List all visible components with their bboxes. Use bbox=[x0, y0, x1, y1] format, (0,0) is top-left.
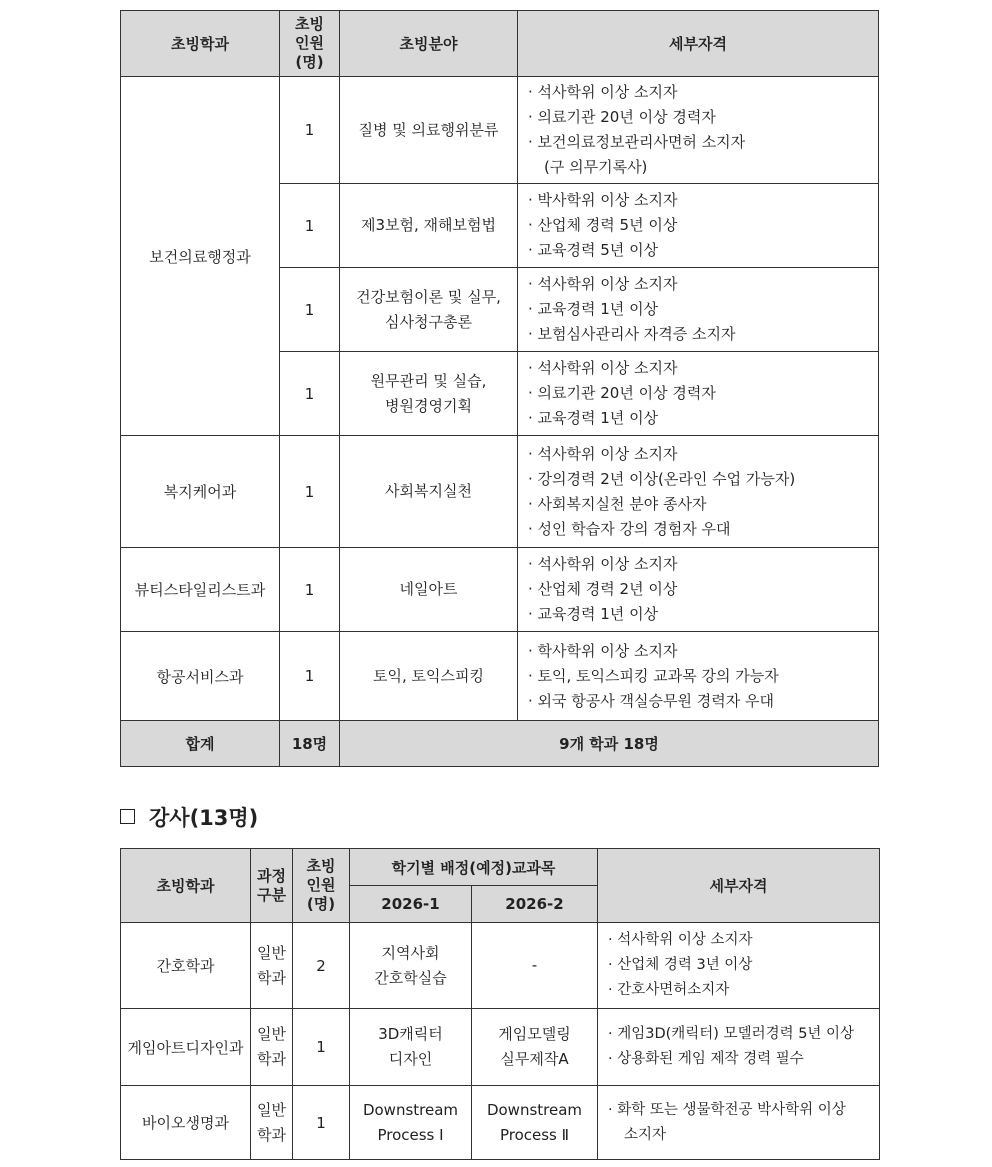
field-line: 병원경영기획 bbox=[385, 396, 472, 415]
header-row bbox=[121, 11, 879, 77]
header-label: 초빙 bbox=[295, 15, 324, 33]
field-cell bbox=[340, 352, 518, 436]
qualification-line: · 성인 학습자 강의 경험자 우대 bbox=[528, 519, 731, 538]
qualification-line: · 의료기관 20년 이상 경력자 bbox=[528, 384, 716, 402]
count-cell: 1 bbox=[293, 1009, 350, 1086]
qualification-line: · 석사학위 이상 소지자 bbox=[528, 555, 678, 573]
semester2-subject-cell bbox=[472, 1009, 598, 1086]
count-cell: 1 bbox=[280, 436, 340, 548]
dept-cell: 바이오생명과 bbox=[121, 1086, 251, 1160]
qualification-line: · 상용화된 게임 제작 경력 필수 bbox=[608, 1051, 804, 1067]
qualification-line: · 화학 또는 생물학전공 박사학위 이상 bbox=[608, 1101, 846, 1118]
field-line: 건강보험이론 및 실무, bbox=[356, 287, 501, 306]
field-cell bbox=[340, 77, 518, 184]
header-cell bbox=[251, 849, 293, 923]
header-cell: 초빙학과 bbox=[121, 11, 280, 77]
qualification-line: (구 의무기록사) bbox=[544, 158, 648, 176]
qualification-line: · 보험심사관리사 자격증 소지자 bbox=[528, 325, 736, 343]
qualification-line: · 교육경력 5년 이상 bbox=[528, 241, 659, 259]
course-cell bbox=[251, 1009, 293, 1086]
header-label: (명) bbox=[295, 53, 324, 71]
qualification-cell bbox=[518, 184, 879, 268]
field-cell bbox=[340, 268, 518, 352]
field-line: 질병 및 의료행위분류 bbox=[358, 120, 499, 139]
course-line: 일반 bbox=[257, 943, 286, 962]
header-cell: 초빙학과 bbox=[121, 849, 251, 923]
header-row bbox=[121, 849, 880, 886]
qualification-line: · 산업체 경력 3년 이상 bbox=[608, 957, 753, 973]
count-cell: 1 bbox=[280, 77, 340, 184]
qualification-line: · 토익, 토익스피킹 교과목 강의 가능자 bbox=[528, 666, 779, 685]
header-label: 인원 bbox=[306, 876, 336, 894]
qualification-line: · 학사학위 이상 소지자 bbox=[528, 641, 678, 660]
qualification-line: · 강의경력 2년 이상(온라인 수업 가능자) bbox=[528, 469, 796, 488]
field-line: 사회복지실천 bbox=[385, 482, 472, 500]
course-cell bbox=[251, 923, 293, 1009]
header-cell: 세부자격 bbox=[598, 849, 880, 923]
semester2-subject-cell bbox=[472, 1086, 598, 1160]
subject-line: Process Ⅰ bbox=[377, 1125, 444, 1144]
qualification-line: · 교육경력 1년 이상 bbox=[528, 300, 659, 318]
header-label: 과정 bbox=[257, 866, 286, 885]
qualification-line: · 박사학위 이상 소지자 bbox=[528, 191, 678, 209]
field-cell bbox=[340, 436, 518, 548]
subject-line: 실무제작A bbox=[500, 1050, 569, 1068]
qualification-line: 소지자 bbox=[624, 1126, 667, 1143]
checkbox-square-icon bbox=[120, 809, 135, 824]
total-label: 합계 bbox=[121, 721, 280, 767]
subject-line: Downstream bbox=[486, 1100, 583, 1119]
dept-cell: 뷰티스타일리스트과 bbox=[121, 548, 280, 632]
subject-line: 게임모델링 bbox=[498, 1025, 571, 1043]
semester1-subject-cell bbox=[350, 1086, 472, 1160]
qualification-line: · 석사학위 이상 소지자 bbox=[528, 275, 678, 293]
qualification-cell bbox=[518, 77, 879, 184]
semester2-subject-cell bbox=[472, 923, 598, 1009]
course-line: 학과 bbox=[257, 1125, 286, 1144]
count-cell: 1 bbox=[280, 548, 340, 632]
total-count: 18명 bbox=[280, 721, 340, 767]
header-cell: 초빙분야 bbox=[340, 11, 518, 77]
field-line: 심사청구총론 bbox=[385, 312, 472, 331]
header-cell: 2026-2 bbox=[472, 886, 598, 923]
course-line: 학과 bbox=[257, 968, 286, 987]
field-line: 토익, 토익스피킹 bbox=[373, 666, 484, 685]
field-cell bbox=[340, 548, 518, 632]
subject-line: - bbox=[531, 956, 538, 974]
qualification-line: · 석사학위 이상 소지자 bbox=[608, 932, 753, 948]
qualification-line: · 산업체 경력 5년 이상 bbox=[528, 216, 678, 234]
header-label: 인원 bbox=[295, 34, 324, 52]
header-cell: 세부자격 bbox=[518, 11, 879, 77]
course-line: 학과 bbox=[257, 1050, 286, 1068]
subject-line: Downstream bbox=[362, 1100, 459, 1119]
total-summary: 9개 학과 18명 bbox=[340, 721, 879, 767]
count-cell: 1 bbox=[293, 1086, 350, 1160]
qualification-line: · 의료기관 20년 이상 경력자 bbox=[528, 108, 716, 126]
dept-cell: 복지케어과 bbox=[121, 436, 280, 548]
qualification-cell bbox=[598, 1086, 880, 1160]
table-row bbox=[121, 1009, 880, 1086]
subject-line: 지역사회 bbox=[381, 943, 440, 962]
qualification-line: · 게임3D(캐릭터) 모델러경력 5년 이상 bbox=[608, 1026, 855, 1042]
qualification-line: · 보건의료정보관리사면허 소지자 bbox=[528, 133, 746, 151]
dept-cell: 보건의료행정과 bbox=[121, 77, 280, 436]
qualification-cell bbox=[518, 268, 879, 352]
course-cell bbox=[251, 1086, 293, 1160]
qualification-line: · 간호사면허소지자 bbox=[608, 982, 730, 998]
header-cell: 2026-1 bbox=[350, 886, 472, 923]
field-line: 제3보험, 재해보험법 bbox=[360, 216, 496, 234]
course-line: 일반 bbox=[257, 1025, 286, 1043]
qualification-cell bbox=[598, 923, 880, 1009]
count-cell: 1 bbox=[280, 184, 340, 268]
header-label: 구분 bbox=[257, 885, 286, 904]
count-cell: 2 bbox=[293, 923, 350, 1009]
table-row bbox=[121, 77, 879, 184]
field-cell bbox=[340, 632, 518, 721]
count-cell: 1 bbox=[280, 268, 340, 352]
field-cell bbox=[340, 184, 518, 268]
semester1-subject-cell bbox=[350, 923, 472, 1009]
dept-cell: 게임아트디자인과 bbox=[121, 1009, 251, 1086]
qualification-cell bbox=[518, 436, 879, 548]
faculty-table bbox=[120, 10, 879, 767]
qualification-cell bbox=[518, 352, 879, 436]
qualification-cell bbox=[518, 632, 879, 721]
table-row bbox=[121, 548, 879, 632]
table-row bbox=[121, 436, 879, 548]
section-heading: 강사(13명) bbox=[120, 802, 258, 832]
qualification-line: · 석사학위 이상 소지자 bbox=[528, 83, 678, 101]
semester1-subject-cell bbox=[350, 1009, 472, 1086]
header-cell bbox=[293, 849, 350, 923]
table-row bbox=[121, 923, 880, 1009]
count-cell: 1 bbox=[280, 632, 340, 721]
qualification-cell bbox=[598, 1009, 880, 1086]
dept-cell: 항공서비스과 bbox=[121, 632, 280, 721]
header-label: (명) bbox=[306, 895, 336, 913]
course-line: 일반 bbox=[257, 1100, 286, 1119]
qualification-line: · 석사학위 이상 소지자 bbox=[528, 444, 678, 463]
qualification-line: · 석사학위 이상 소지자 bbox=[528, 359, 678, 377]
header-cell: 학기별 배정(예정)교과목 bbox=[350, 849, 598, 886]
qualification-line: · 산업체 경력 2년 이상 bbox=[528, 580, 678, 598]
qualification-line: · 교육경력 1년 이상 bbox=[528, 605, 659, 623]
dept-cell: 간호학과 bbox=[121, 923, 251, 1009]
table-row bbox=[121, 632, 879, 721]
subject-line: 간호학실습 bbox=[374, 968, 447, 987]
header-label: 초빙 bbox=[306, 857, 336, 875]
subject-line: 3D캐릭터 bbox=[378, 1025, 443, 1043]
lecturer-table bbox=[120, 848, 880, 1160]
qualification-cell bbox=[518, 548, 879, 632]
field-line: 원무관리 및 실습, bbox=[370, 371, 487, 390]
subject-line: 디자인 bbox=[388, 1050, 433, 1068]
table-row bbox=[121, 1086, 880, 1160]
qualification-line: · 외국 항공사 객실승무원 경력자 우대 bbox=[528, 691, 774, 710]
qualification-line: · 사회복지실천 분야 종사자 bbox=[528, 494, 707, 513]
qualification-line: · 교육경력 1년 이상 bbox=[528, 409, 659, 427]
count-cell: 1 bbox=[280, 352, 340, 436]
field-line: 네일아트 bbox=[399, 580, 458, 598]
total-row bbox=[121, 721, 879, 767]
subject-line: Process Ⅱ bbox=[499, 1125, 570, 1144]
header-cell bbox=[280, 11, 340, 77]
